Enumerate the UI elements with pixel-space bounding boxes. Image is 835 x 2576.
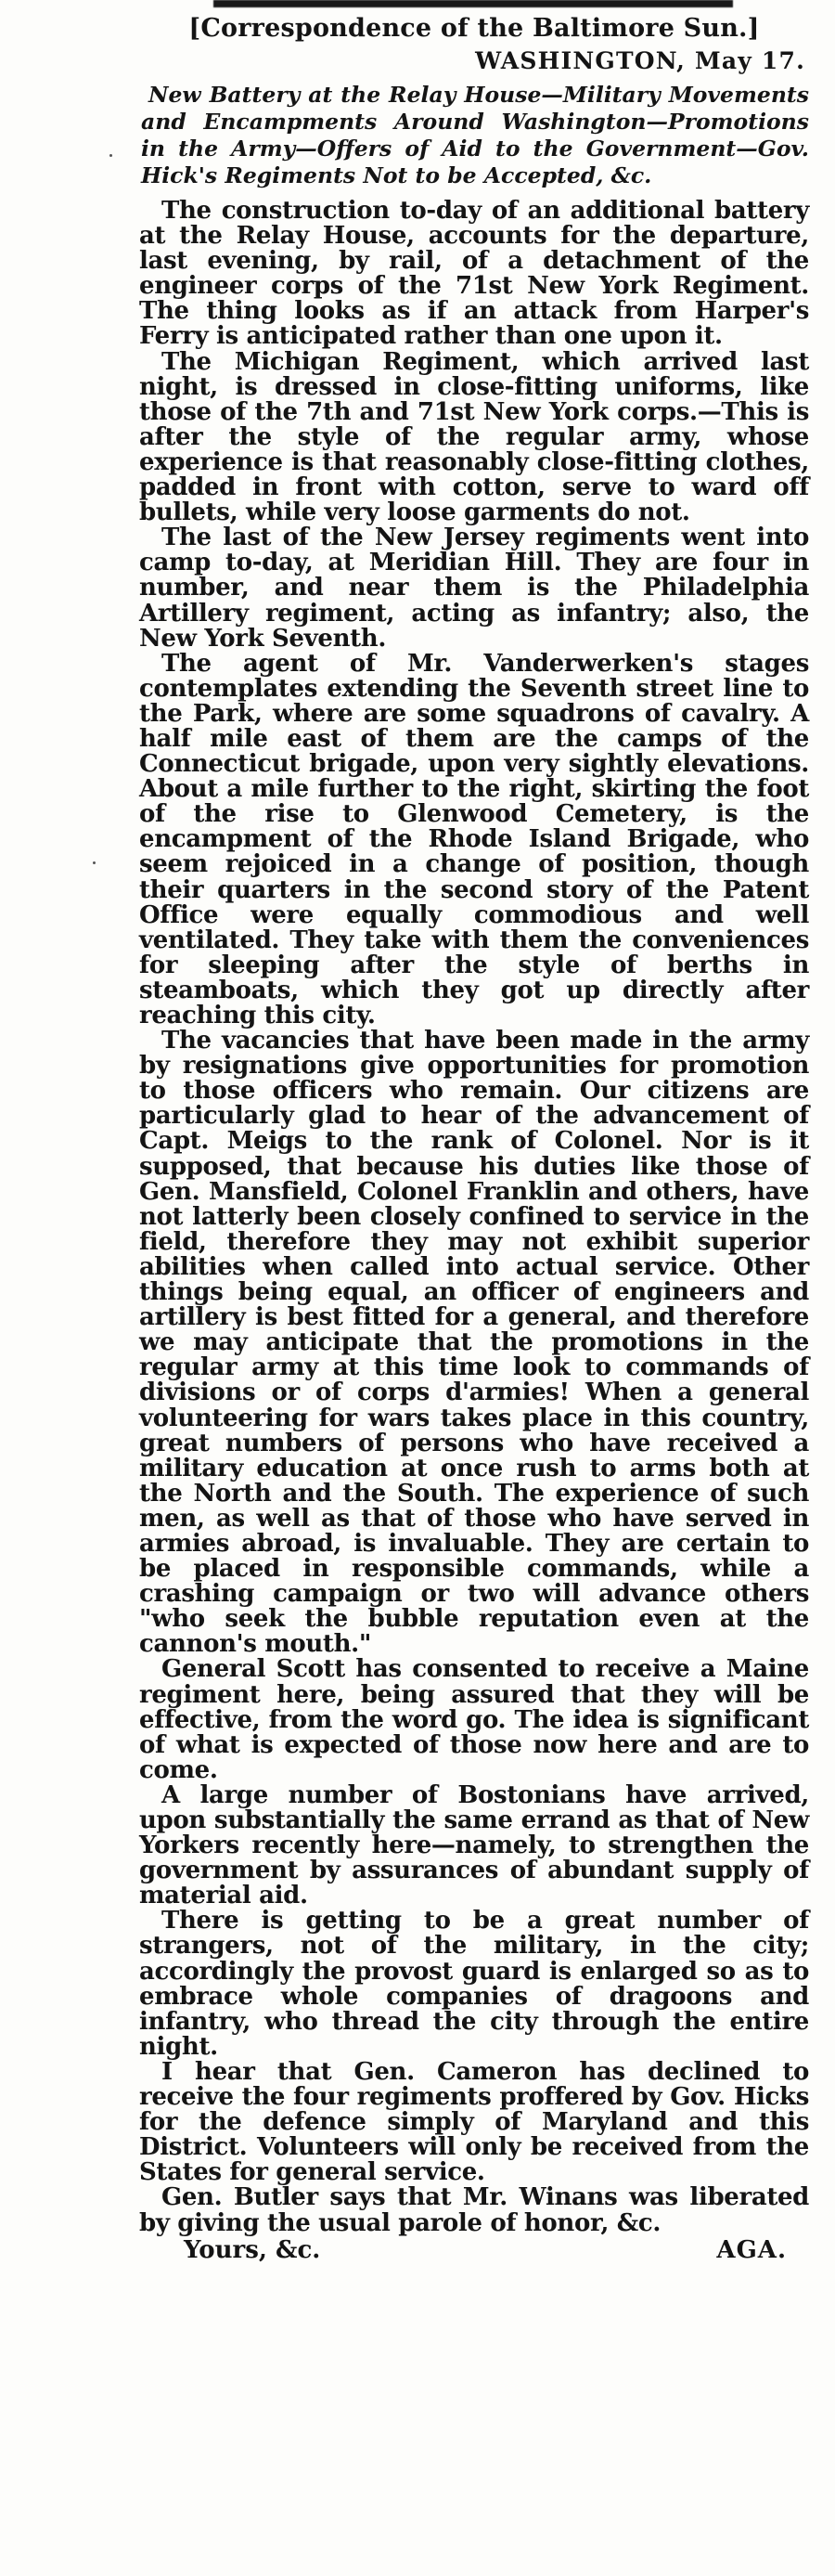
paragraph-promotions: The vacancies that have been made in the army by resignations give opportunities for promotion to those officers who remain. Our citizens are particularly glad to hear of the advancement of Capt. Meigs to the rank of Colonel. Nor is it supposed, that because his duties like those of Gen. Mansfield, Colonel Franklin and others, have not latterly been closely confined to service in the field, therefore they may not exhibit superior abilities when called into actual service. Other things being equal, an officer of engineers and artillery is best fitted for a general, and therefore we may anticipate that the promotions in the regular army at this time look to commands of divisions or of corps d'armies! When a general volunteering for wars takes place in this country, great numbers of persons who have received a military education at once rush to arms both at the North and the South. The experience of such men, as well as that of those who have served in armies abroad, is invaluable. They are certain to be placed in responsible commands, while a crashing campaign or two will advance others "who seek the bubble reputation even at the cannon's mouth." [139, 1027, 809, 1659]
dateline: WASHINGTON, May 17. [475, 47, 805, 74]
print-speck [109, 154, 112, 157]
paragraph-general-scott: General Scott has consented to receive a Maine regiment here, being assured that they will be effective, from the word go. The idea is significant of what is expected of those now here and are to come. [139, 1655, 809, 1784]
paragraph-bostonians: A large number of Bostonians have arrived, upon substantially the same errand as that of New Yorkers recently here—namely, to strengthen the government by assurances of abundant supply of material aid. [139, 1780, 809, 1910]
paragraph-encampments: The agent of Mr. Vanderwerken's stages contemplates extending the Seventh street line to the Park, where are some squadrons of cavalry. A half mile east of them are the camps of the Connecticut brigade, upon very sightly elevations. About a mile further to the right, skirting the foot of the rise to Glenwood Cemetery, is the encampment of the Rhode Island Brigade, who seem rejoiced in a change of position, though their quarters in the second story of the Patent Office were equally commodious and well ventilated. They take with them the conveniences for sleeping after the style of berths in steamboats, which they got up directly after reaching this city. [139, 649, 809, 1029]
source-line: [Correspondence of the Baltimore Sun.] [188, 14, 760, 43]
closing: Yours, &c. [184, 2235, 321, 2264]
paragraph-new-jersey-regiments: The last of the New Jersey regiments went into camp to-day, at Meridian Hill. They are four in number, and near them is the Philadelphia Artillery regiment, acting as infantry; also, the New York Seventh. [139, 524, 809, 653]
top-rule [213, 0, 733, 7]
article-headline: New Battery at the Relay House—Military Movements and Encampments Around Washington—Promotions in the Army—Offers of Aid to the Government—Gov. Hick's Regiments Not to be Accepted, &c. [141, 82, 809, 188]
paragraph-relay-house: The construction to-day of an additional battery at the Relay House, accounts for the departure, last evening, by rail, of a detachment of the engineer corps of the 71st New York Regiment. The thing looks as if an attack from Harper's Ferry is anticipated rather than one upon it. [139, 197, 809, 351]
paragraph-gen-cameron: I hear that Gen. Cameron has declined to receive the four regiments proffered by Gov. Hicks for the defence simply of Maryland and this District. Volunteers will only be received from the States for general service. [139, 2057, 809, 2187]
paragraph-michigan-regiment: The Michigan Regiment, which arrived last night, is dressed in close-fitting uniforms, like those of the 7th and 71st New York corps.—This is after the style of the regular army, whose experience is that reasonably close-fitting clothes, padded in front with cotton, serve to ward off bullets, while very loose garments do not. [139, 347, 809, 527]
signature: AGA. [716, 2235, 787, 2264]
print-speck [93, 861, 96, 864]
paragraph-gen-butler: Gen. Butler says that Mr. Winans was liberated by giving the usual parole of honor, &c. [139, 2183, 809, 2237]
signoff [139, 2236, 809, 2264]
article-column [139, 13, 809, 2264]
paragraph-provost-guard: There is getting to be a great number of strangers, not of the military, in the city; accordingly the provost guard is enlarged so as to embrace whole companies of dragoons and infantry, who thread the city through the entire night. [139, 1907, 809, 2061]
